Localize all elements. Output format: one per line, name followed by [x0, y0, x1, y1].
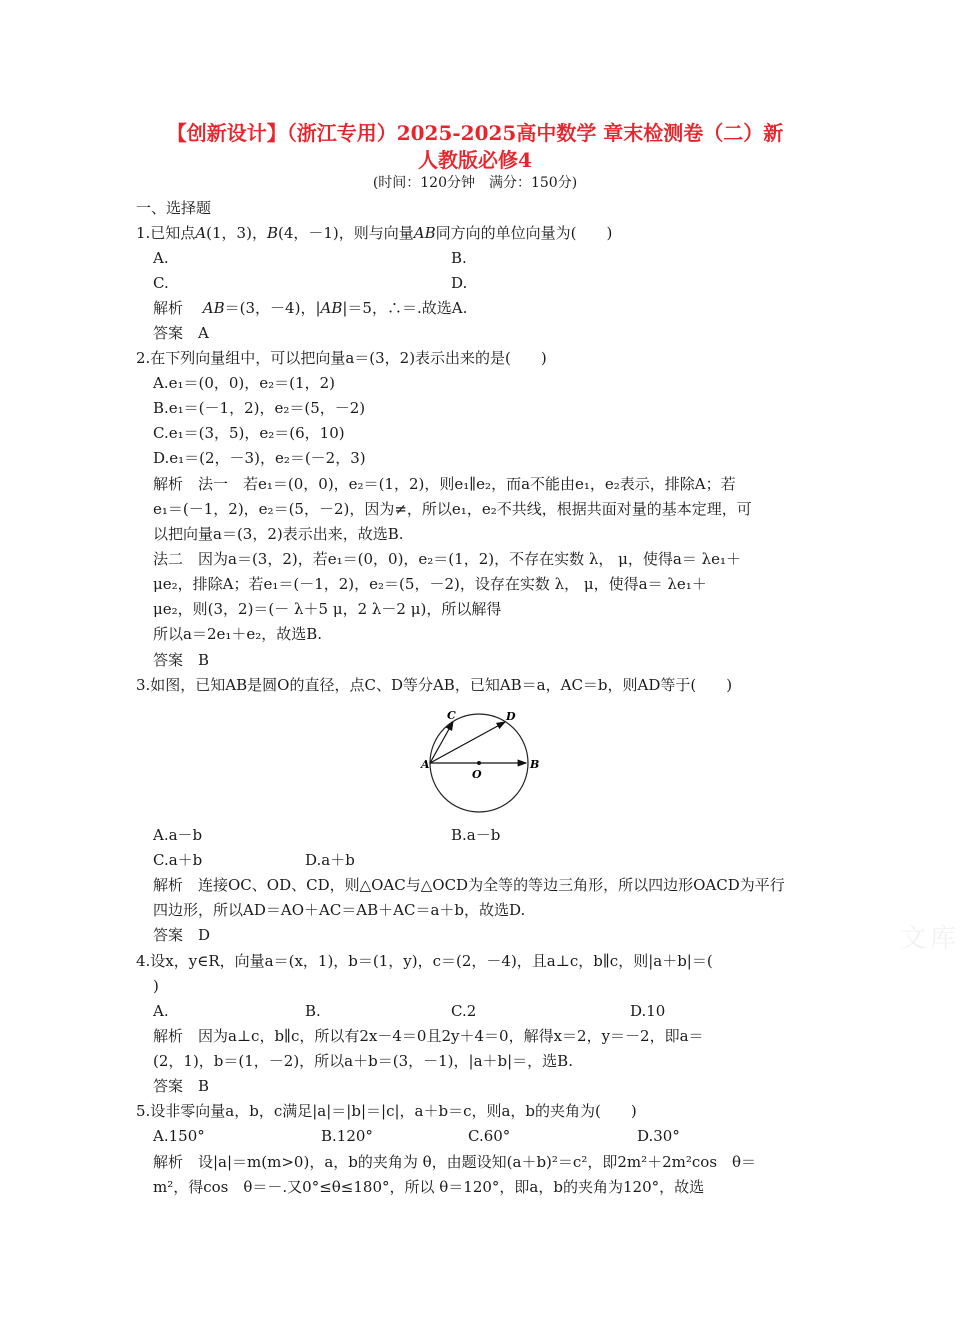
label-d: D — [506, 710, 516, 723]
q3-option-c: C.a＋b — [153, 851, 203, 869]
q4-analysis-line: 解析 因为a⊥c，b∥c，所以有2x－4＝0且2y＋4＝0，解得x＝2，y＝－2，即a＝ — [153, 1027, 704, 1045]
q2-analysis-line: μe₂，排除A；若e₁＝(－1，2)，e₂＝(5，－2)，设存在实数 λ， μ，使得a＝ λe₁＋ — [153, 575, 707, 593]
label-b: B — [530, 758, 540, 771]
q5-analysis-line: m²，得cos θ＝－.又0°≤θ≤180°，所以 θ＝120°，即a，b的夹角为120°，故选 — [153, 1178, 705, 1196]
q1-stem-text: 同方向的单位向量为( ) — [435, 224, 613, 242]
q2-option-b: B.e₁＝(－1，2)，e₂＝(5，－2) — [153, 399, 366, 417]
q4-option-d: D.10 — [630, 1002, 666, 1020]
q4-stem-cont: ) — [153, 977, 159, 995]
circle-diagram — [410, 703, 550, 821]
q4-answer — [153, 1076, 209, 1096]
answer-label: 答案 — [153, 324, 184, 342]
q1-analysis-ab: AB — [202, 299, 225, 317]
q4-option-c: C.2 — [451, 1002, 477, 1020]
center-dot — [477, 761, 481, 765]
q3-analysis-line: 四边形，所以AD＝AO＋AC＝AB＋AC＝a＋b，故选D. — [153, 901, 526, 919]
q1-answer — [153, 323, 209, 343]
answer-value: B — [198, 1077, 210, 1095]
answer-label: 答案 — [153, 1077, 184, 1095]
q2-analysis-line: 解析 法一 若e₁＝(0，0)，e₂＝(1，2)，则e₁∥e₂，而a不能由e₁，e₂表示，排除A；若 — [153, 475, 736, 493]
exam-time-info: (时间：120分钟 满分：150分) — [372, 175, 578, 191]
q4-option-b: B. — [305, 1002, 321, 1020]
answer-value: A — [198, 324, 209, 342]
q3-option-d: D.a＋b — [305, 851, 355, 869]
q2-analysis-line: e₁＝(－1，2)，e₂＝(5，－2)，因为≠，所以e₁，e₂不共线，根据共面对量的基本定理，可 — [153, 500, 752, 518]
q2-stem: 2.在下列向量组中，可以把向量a＝(3，2)表示出来的是( ) — [136, 349, 547, 367]
q2-option-d: D.e₁＝(2，－3)，e₂＝(－2，3) — [153, 449, 366, 467]
answer-label: 答案 — [153, 651, 184, 669]
q2-analysis-line: 以把向量a＝(3，2)表示出来，故选B. — [153, 525, 404, 543]
label-a: A — [421, 758, 430, 771]
q1-analysis-text: ＝(3，－4)，| — [224, 299, 321, 317]
title-line-2: 人教版必修4 — [418, 148, 532, 172]
label-c: C — [447, 709, 456, 722]
q4-stem: 4.设x，y∈R，向量a＝(x，1)，b＝(1，y)，c＝(2，－4)，且a⊥c，b∥c，则|a＋b|＝( — [136, 952, 713, 970]
q2-option-a: A.e₁＝(0，0)，e₂＝(1，2) — [153, 374, 335, 392]
q1-option-c: C. — [153, 274, 169, 292]
q1-stem-text: 1.已知点 — [136, 224, 196, 242]
q1-stem-text: (1，3)， — [206, 224, 267, 242]
answer-value: D — [198, 926, 211, 944]
q3-option-b: B.a－b — [451, 826, 501, 844]
title-line-1: 【创新设计】（浙江专用）2025-2025高中数学 章末检测卷（二）新 — [166, 121, 784, 145]
q1-option-d: D. — [451, 274, 468, 292]
q3-option-a: A.a－b — [153, 826, 203, 844]
analysis-label: 解析 — [153, 299, 184, 317]
q5-option-d: D.30° — [637, 1127, 680, 1145]
q4-option-a: A. — [153, 1002, 169, 1020]
q5-option-a: A.150° — [153, 1127, 205, 1145]
q2-analysis-line: 法二 因为a＝(3，2)，若e₁＝(0，0)，e₂＝(1，2)，不存在实数 λ， μ，使得a＝ λe₁＋ — [153, 550, 741, 568]
q3-stem: 3.如图，已知AB是圆O的直径，点C、D等分AB，已知AB＝a，AC＝b，则AD等于( ) — [136, 676, 733, 694]
q2-analysis-line: 所以a＝2e₁＋e₂，故选B. — [153, 625, 323, 643]
q1-point-b: B — [266, 224, 278, 242]
q1-option-a: A. — [153, 249, 169, 267]
q5-stem: 5.设非零向量a，b，c满足|a|＝|b|＝|c|，a＋b＝c，则a，b的夹角为( ) — [136, 1102, 637, 1120]
q1-vector-ab: AB — [413, 224, 436, 242]
answer-label: 答案 — [153, 926, 184, 944]
watermark: 文库 — [900, 924, 960, 954]
q5-option-b: B.120° — [321, 1127, 373, 1145]
label-o: O — [472, 768, 482, 781]
q5-option-c: C.60° — [468, 1127, 511, 1145]
q1-analysis-text: |＝5，∴＝.故选A. — [342, 299, 468, 317]
document-title — [120, 120, 830, 174]
section-heading: 一、选择题 — [136, 199, 212, 217]
q2-analysis-line: μe₂，则(3，2)＝(－ λ＋5 μ，2 λ－2 μ)，所以解得 — [153, 600, 502, 618]
q3-answer — [153, 925, 210, 945]
q1-stem-text: (4，－1)，则与向量 — [277, 224, 414, 242]
q1-point-a: A — [195, 224, 207, 242]
q1-stem — [136, 223, 612, 243]
q1-analysis — [153, 298, 467, 318]
q3-analysis-line: 解析 连接OC、OD、CD，则△OAC与△OCD为全等的等边三角形，所以四边形OACD为平行 — [153, 876, 785, 894]
q1-analysis-ab: AB — [320, 299, 343, 317]
q5-analysis-line: 解析 设|a|＝m(m>0)，a，b的夹角为 θ，由题设知(a＋b)²＝c²，即2m²＋2m²cos θ＝ — [153, 1153, 757, 1171]
q4-analysis-line: (2，1)，b＝(1，－2)，所以a＋b＝(3，－1)，|a＋b|＝，选B. — [153, 1052, 573, 1070]
answer-value: B — [198, 651, 210, 669]
q2-option-c: C.e₁＝(3，5)，e₂＝(6，10) — [153, 424, 345, 442]
q2-answer — [153, 650, 209, 670]
q1-option-b: B. — [451, 249, 467, 267]
